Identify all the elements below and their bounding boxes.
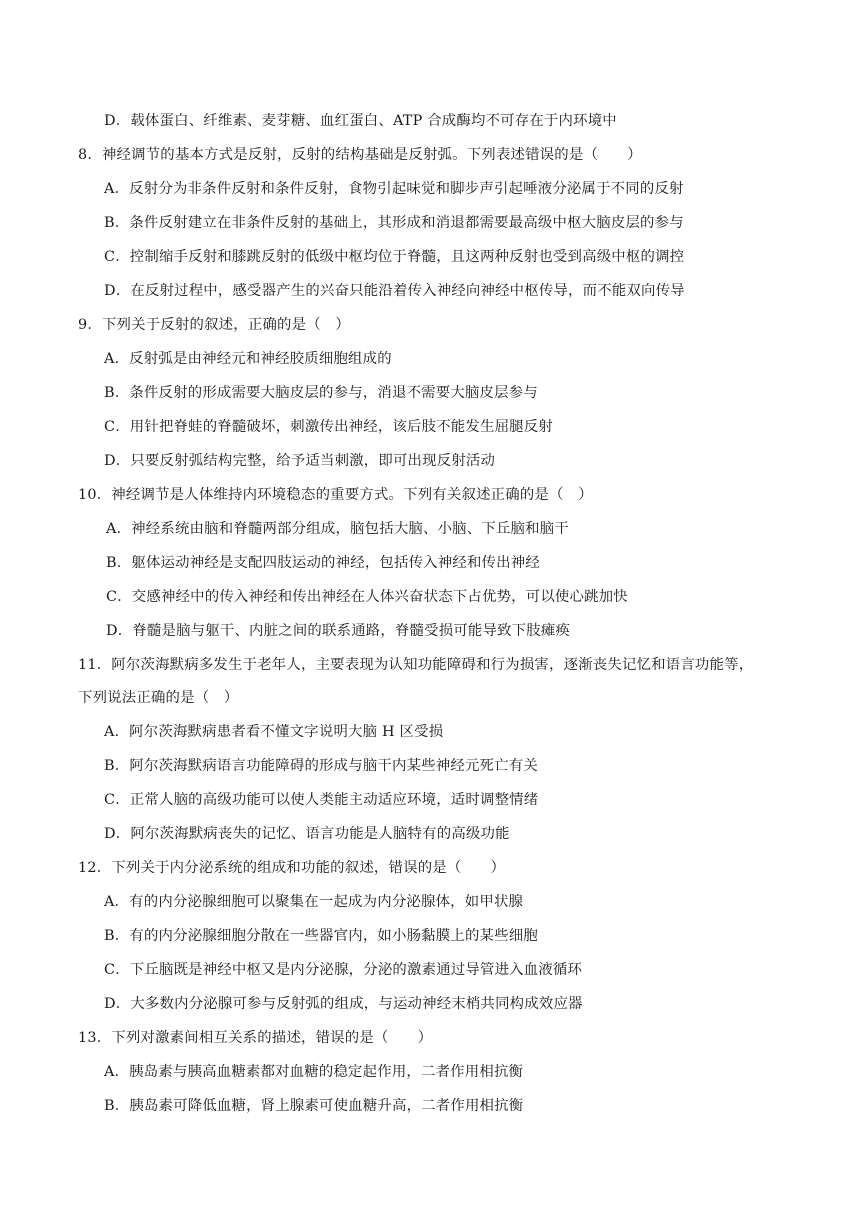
option-line: B．条件反射的形成需要大脑皮层的参与，消退不需要大脑皮层参与 bbox=[104, 385, 538, 401]
option-line: D．在反射过程中，感受器产生的兴奋只能沿着传入神经向神经中枢传导，而不能双向传导 bbox=[104, 283, 685, 299]
option-line: C．控制缩手反射和膝跳反射的低级中枢均位于脊髓，且这两种反射也受到高级中枢的调控 bbox=[104, 249, 685, 265]
option-line: A．阿尔茨海默病患者看不懂文字说明大脑 H 区受损 bbox=[104, 724, 444, 740]
option-line: B．胰岛素可降低血糖，肾上腺素可使血糖升高，二者作用相抗衡 bbox=[104, 1098, 524, 1114]
option-line: C．交感神经中的传入神经和传出神经在人体兴奋状态下占优势，可以使心跳加快 bbox=[106, 589, 628, 605]
option-line: A．胰岛素与胰高血糖素都对血糖的稳定起作用，二者作用相抗衡 bbox=[104, 1064, 524, 1080]
option-line: A．有的内分泌腺细胞可以聚集在一起成为内分泌腺体，如甲状腺 bbox=[104, 894, 524, 910]
question-line: 9．下列关于反射的叙述，正确的是（ ） bbox=[78, 317, 350, 333]
option-line: D．只要反射弧结构完整，给予适当刺激，即可出现反射活动 bbox=[104, 453, 496, 469]
option-line: A．反射弧是由神经元和神经胶质细胞组成的 bbox=[104, 351, 392, 367]
option-line: C．正常人脑的高级功能可以使人类能主动适应环境，适时调整情绪 bbox=[104, 792, 539, 808]
question-line: 8．神经调节的基本方式是反射，反射的结构基础是反射弧。下列表述错误的是（ ） bbox=[78, 147, 642, 163]
option-line: B．阿尔茨海默病语言功能障碍的形成与脑干内某些神经元死亡有关 bbox=[104, 758, 538, 774]
option-line: D．阿尔茨海默病丧失的记忆、语言功能是人脑特有的高级功能 bbox=[104, 826, 510, 842]
question-line: 10．神经调节是人体维持内环境稳态的重要方式。下列有关叙述正确的是（ ） bbox=[78, 487, 593, 503]
question-line: 11．阿尔茨海默病多发生于老年人，主要表现为认知功能障碍和行为损害，逐渐丧失记忆和语言功能等， bbox=[78, 657, 754, 673]
option-line: D．载体蛋白、纤维素、麦芽糖、血红蛋白、ATP 合成酶均不可存在于内环境中 bbox=[104, 113, 617, 129]
option-line: B．有的内分泌腺细胞分散在一些器官内，如小肠黏膜上的某些细胞 bbox=[104, 928, 538, 944]
option-line: D．大多数内分泌腺可参与反射弧的组成，与运动神经末梢共同构成效应器 bbox=[104, 996, 583, 1012]
option-line: C．用针把脊蛙的脊髓破坏，刺激传出神经，该后肢不能发生屈腿反射 bbox=[104, 419, 553, 435]
option-line: A．神经系统由脑和脊髓两部分组成，脑包括大脑、小脑、下丘脑和脑干 bbox=[106, 521, 569, 537]
option-line: B．躯体运动神经是支配四肢运动的神经，包括传入神经和传出神经 bbox=[106, 555, 540, 571]
option-line: D．脊髓是脑与躯干、内脏之间的联系通路，脊髓受损可能导致下肢瘫痪 bbox=[106, 623, 571, 639]
option-line: A．反射分为非条件反射和条件反射，食物引起味觉和脚步声引起唾液分泌属于不同的反射 bbox=[104, 181, 684, 197]
option-line: C．下丘脑既是神经中枢又是内分泌腺，分泌的激素通过导管进入血液循环 bbox=[104, 962, 583, 978]
question-line: 12．下列关于内分泌系统的组成和功能的叙述，错误的是（ ） bbox=[78, 860, 506, 876]
question-line: 13．下列对激素间相互关系的描述，错误的是（ ） bbox=[78, 1030, 433, 1046]
option-line: B．条件反射建立在非条件反射的基础上，其形成和消退都需要最高级中枢大脑皮层的参与 bbox=[104, 215, 684, 231]
question-line: 下列说法正确的是（ ） bbox=[78, 690, 239, 706]
